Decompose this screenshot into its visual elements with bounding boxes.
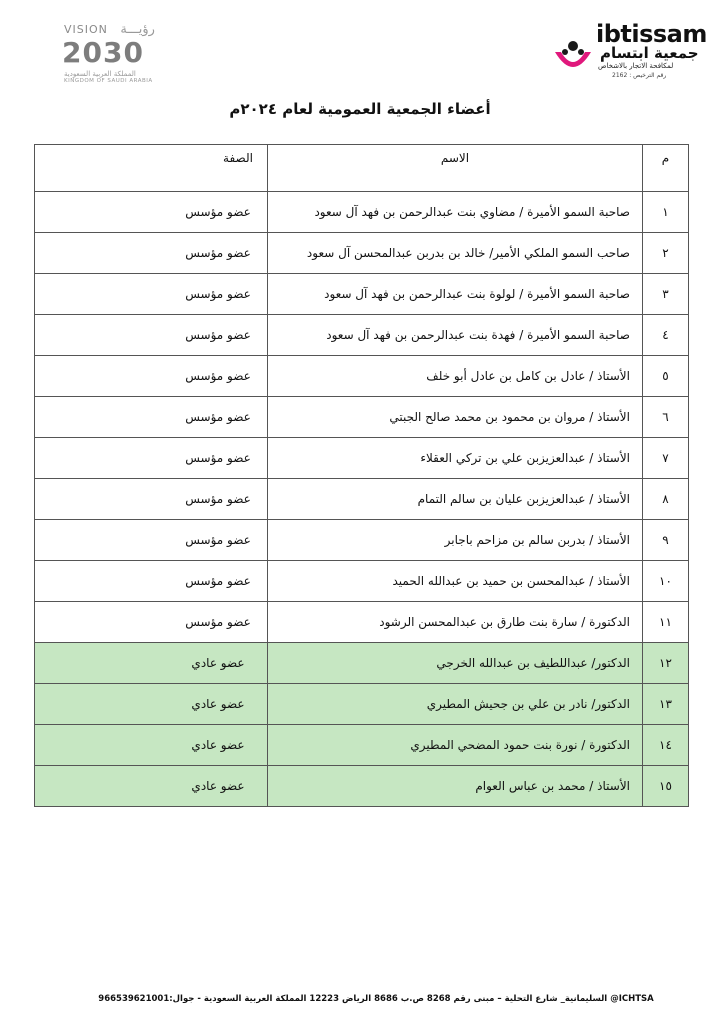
header-num: م bbox=[643, 145, 689, 192]
member-name: الدكتورة / نورة بنت حمود المضحي المطيري bbox=[268, 725, 643, 766]
header-name: الاسم bbox=[268, 145, 643, 192]
row-number: ٨ bbox=[643, 479, 689, 520]
member-role: عضو عادي bbox=[35, 684, 268, 725]
members-table-body bbox=[35, 192, 689, 807]
member-role: عضو مؤسس bbox=[35, 520, 268, 561]
row-number: ٥ bbox=[643, 356, 689, 397]
header-role: الصفة bbox=[35, 145, 268, 192]
table-row bbox=[35, 766, 689, 807]
member-name: الأستاذ / عبدالعزيزبن علي بن تركي العقلاء bbox=[268, 438, 643, 479]
row-number: ١ bbox=[643, 192, 689, 233]
table-row bbox=[35, 684, 689, 725]
table-row bbox=[35, 725, 689, 766]
vision-year: 2030 bbox=[62, 36, 144, 69]
member-role: عضو مؤسس bbox=[35, 438, 268, 479]
vision-label-en: VISION bbox=[64, 23, 108, 36]
member-role: عضو مؤسس bbox=[35, 561, 268, 602]
table-row bbox=[35, 602, 689, 643]
table-header-row bbox=[35, 145, 689, 192]
ibtissam-registration: رقم الترخيص : 2162 bbox=[612, 72, 667, 79]
member-name: صاحبة السمو الأميرة / مضاوي بنت عبدالرحمن بن فهد آل سعود bbox=[268, 192, 643, 233]
table-row bbox=[35, 520, 689, 561]
ibtissam-subtitle: لمكافحة الاتجار بالاشخاص bbox=[598, 62, 674, 70]
member-role: عضو مؤسس bbox=[35, 479, 268, 520]
ibtissam-name-en: ibtissam bbox=[596, 20, 707, 48]
row-number: ١٠ bbox=[643, 561, 689, 602]
member-role: عضو عادي bbox=[35, 766, 268, 807]
vision-2030-logo bbox=[58, 22, 158, 82]
table-row bbox=[35, 192, 689, 233]
table-row bbox=[35, 643, 689, 684]
row-number: ١٢ bbox=[643, 643, 689, 684]
member-role: عضو مؤسس bbox=[35, 274, 268, 315]
page-title: أعضاء الجمعية العمومية لعام ٢٠٢٤م bbox=[229, 100, 491, 118]
vision-kingdom-en: KINGDOM OF SAUDI ARABIA bbox=[64, 78, 153, 84]
member-role: عضو عادي bbox=[35, 725, 268, 766]
member-name: الأستاذ / مروان بن محمود بن محمد صالح الجبتي bbox=[268, 397, 643, 438]
member-name: الأستاذ / محمد بن عباس العوام bbox=[268, 766, 643, 807]
member-role: عضو مؤسس bbox=[35, 397, 268, 438]
footer-contact: السليمانية_ شارع التحلية – مبنى رقم 8268 ص.ب 8686 الرياض 12223 المملكة العربية السعودية - جوال:966539621001 @ICHTSA bbox=[98, 994, 654, 1004]
ibtissam-smile-icon bbox=[552, 36, 594, 78]
member-role: عضو عادي bbox=[35, 643, 268, 684]
ibtissam-name-ar: جمعية ابتسام bbox=[600, 44, 699, 62]
member-name: صاحبة السمو الأميرة / فهدة بنت عبدالرحمن بن فهد آل سعود bbox=[268, 315, 643, 356]
table-row bbox=[35, 274, 689, 315]
row-number: ٢ bbox=[643, 233, 689, 274]
table-row bbox=[35, 397, 689, 438]
member-role: عضو مؤسس bbox=[35, 233, 268, 274]
table-row bbox=[35, 233, 689, 274]
row-number: ٣ bbox=[643, 274, 689, 315]
row-number: ٦ bbox=[643, 397, 689, 438]
member-role: عضو مؤسس bbox=[35, 192, 268, 233]
row-number: ١٣ bbox=[643, 684, 689, 725]
row-number: ٤ bbox=[643, 315, 689, 356]
row-number: ١١ bbox=[643, 602, 689, 643]
table-row bbox=[35, 479, 689, 520]
member-name: صاحب السمو الملكي الأمير/ خالد بن بدربن عبدالمحسن آل سعود bbox=[268, 233, 643, 274]
row-number: ٩ bbox=[643, 520, 689, 561]
member-role: عضو مؤسس bbox=[35, 356, 268, 397]
row-number: ١٤ bbox=[643, 725, 689, 766]
member-name: الأستاذ / عبدالعزيزبن عليان بن سالم التمام bbox=[268, 479, 643, 520]
member-name: الأستاذ / عبدالمحسن بن حميد بن عبدالله الحميد bbox=[268, 561, 643, 602]
member-name: الأستاذ / عادل بن كامل بن عادل أبو خلف bbox=[268, 356, 643, 397]
member-name: الأستاذ / بدربن سالم بن مزاحم باجابر bbox=[268, 520, 643, 561]
row-number: ١٥ bbox=[643, 766, 689, 807]
vision-label-ar: رؤيـــة bbox=[120, 22, 155, 37]
ibtissam-logo bbox=[548, 22, 708, 82]
table-row bbox=[35, 315, 689, 356]
member-name: صاحبة السمو الأميرة / لولوة بنت عبدالرحمن بن فهد آل سعود bbox=[268, 274, 643, 315]
member-name: الدكتورة / سارة بنت طارق بن عبدالمحسن الرشود bbox=[268, 602, 643, 643]
member-role: عضو مؤسس bbox=[35, 602, 268, 643]
members-table bbox=[34, 144, 689, 807]
member-name: الدكتور/ نادر بن علي بن جحيش المطيري bbox=[268, 684, 643, 725]
member-role: عضو مؤسس bbox=[35, 315, 268, 356]
member-name: الدكتور/ عبداللطيف بن عبدالله الخرجي bbox=[268, 643, 643, 684]
table-row bbox=[35, 438, 689, 479]
vision-kingdom-ar: المملكة العربية السعودية bbox=[64, 70, 136, 78]
table-row bbox=[35, 561, 689, 602]
row-number: ٧ bbox=[643, 438, 689, 479]
table-row bbox=[35, 356, 689, 397]
